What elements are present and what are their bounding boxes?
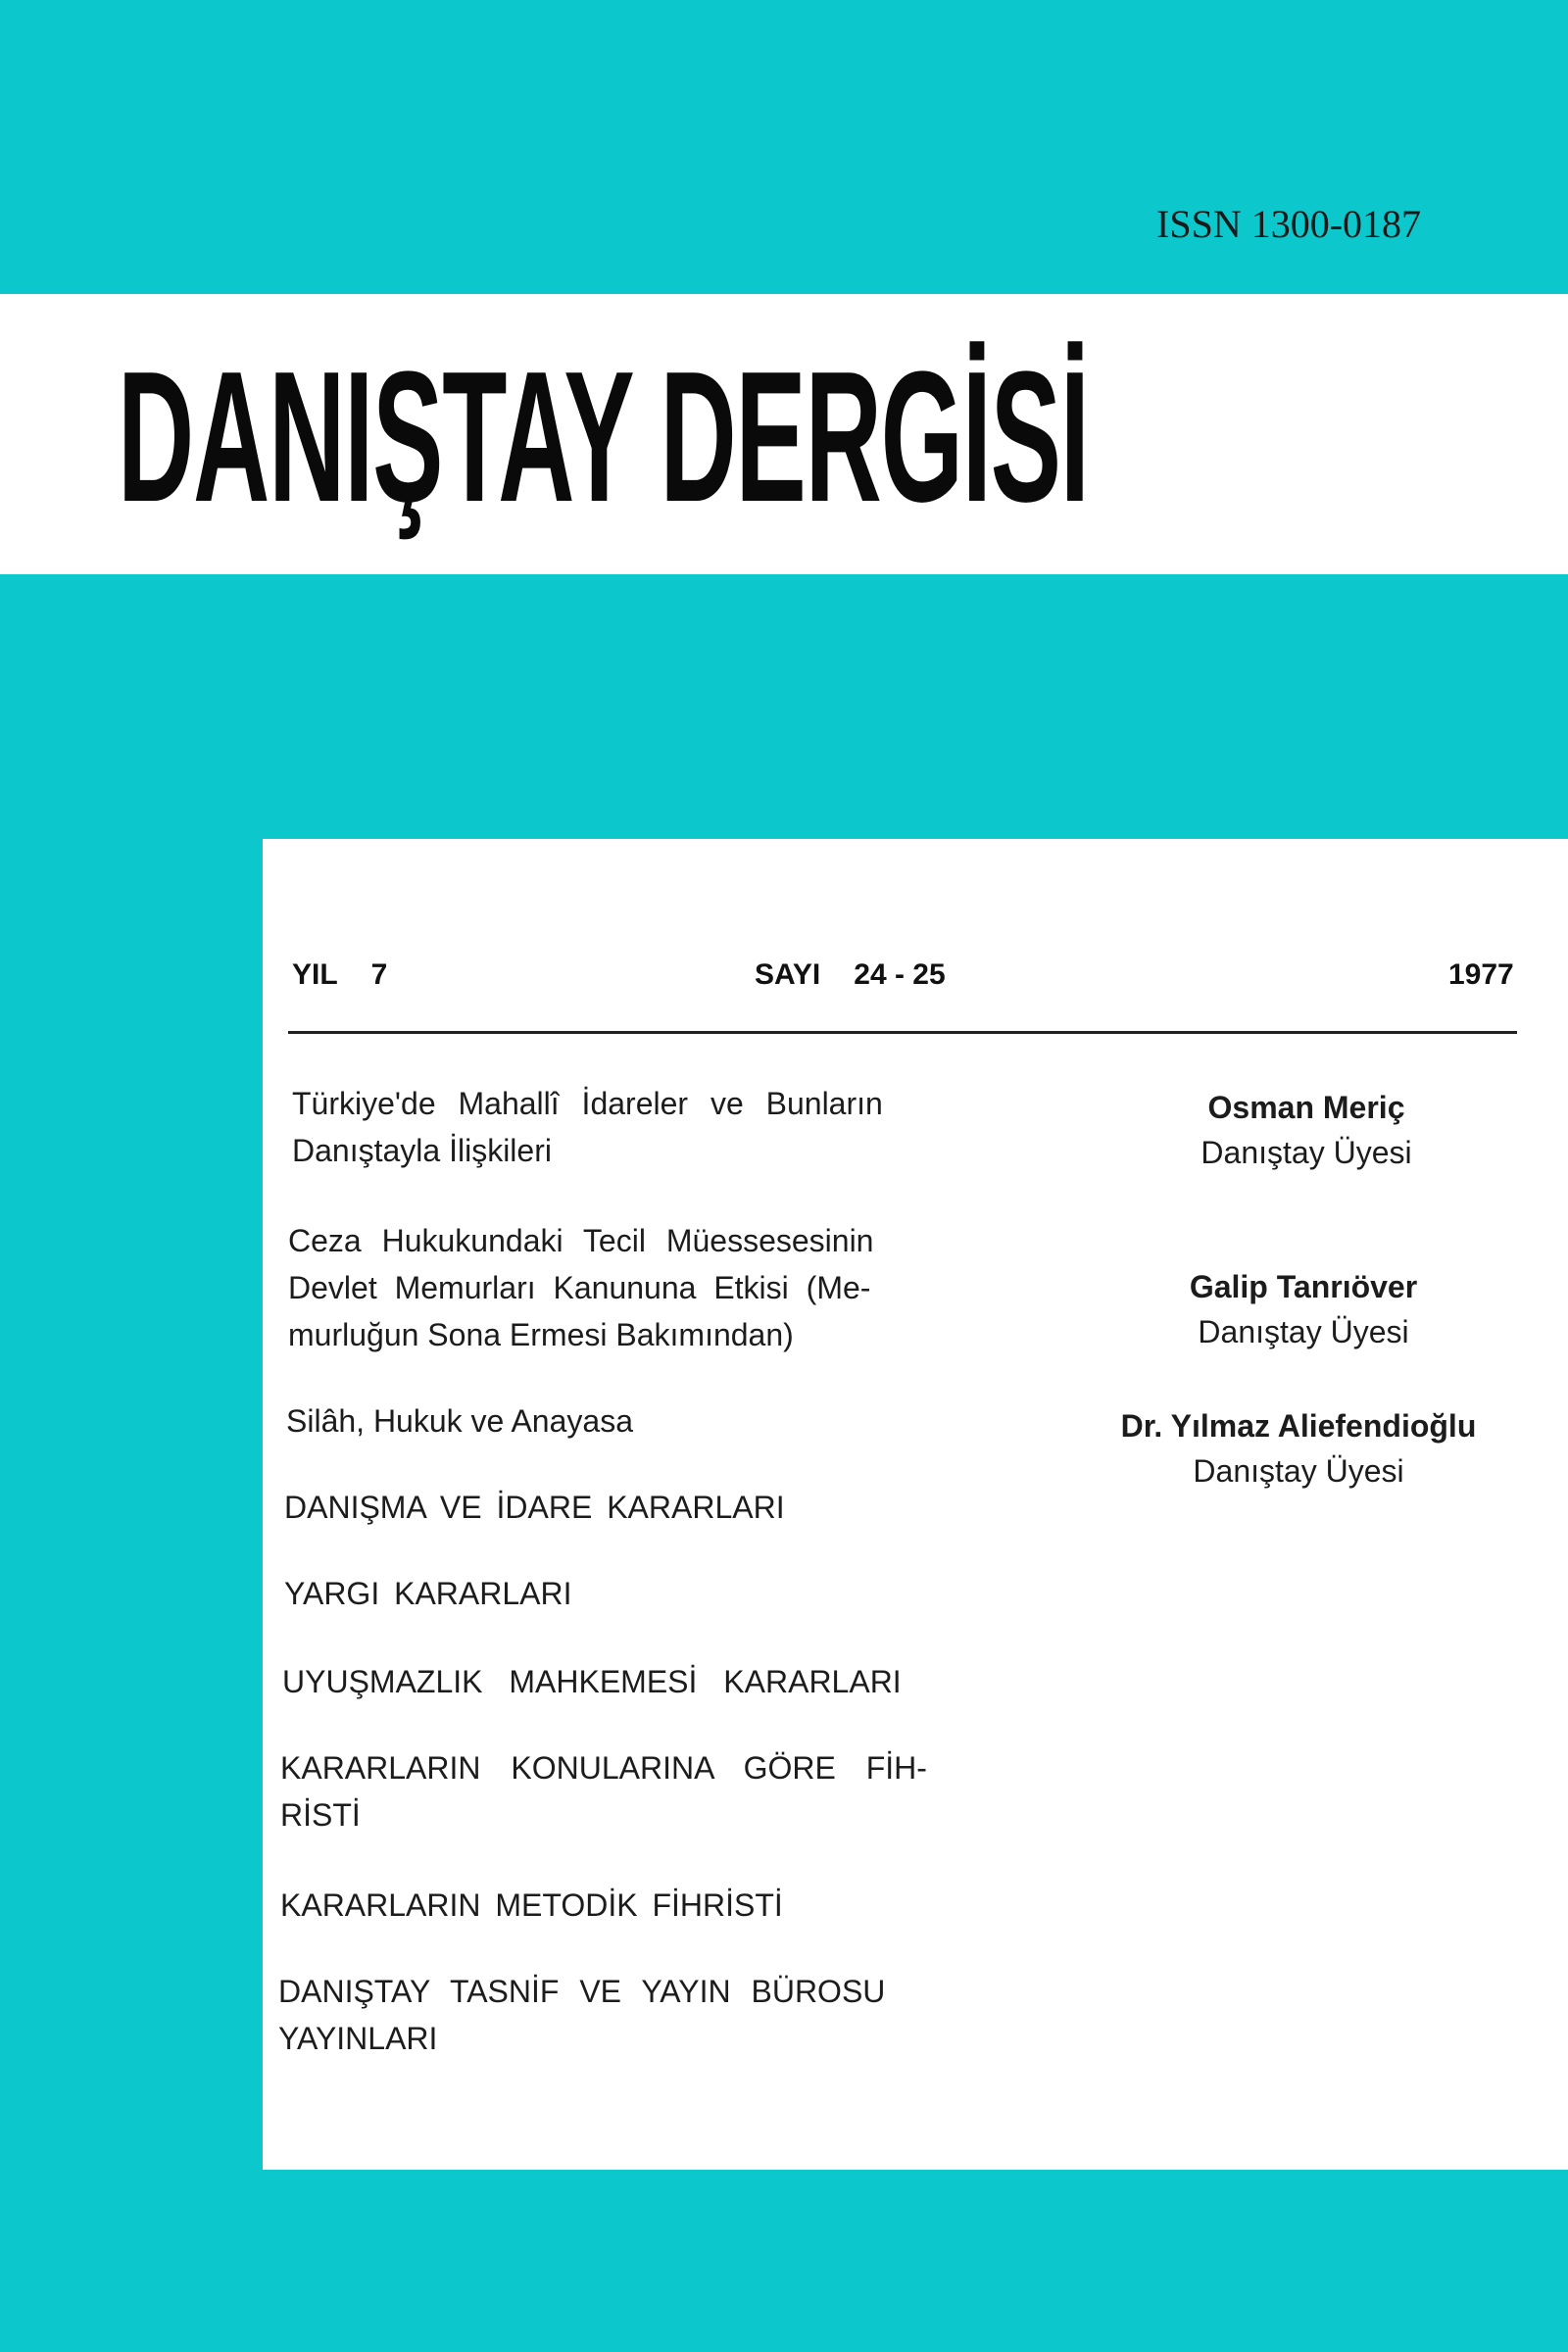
article-author <box>1063 1403 1534 1494</box>
article-title-line: Türkiye'de Mahallî İdareler ve Bunların <box>292 1086 883 1121</box>
issue-label: SAYI <box>755 958 821 991</box>
article-title-line: Silâh, Hukuk ve Anayasa <box>286 1403 633 1439</box>
article-title <box>292 1080 883 1174</box>
section-heading <box>284 1570 571 1617</box>
section-heading-line: DANIŞMA VE İDARE KARARLARI <box>284 1490 785 1525</box>
section-heading-line: YAYINLARI <box>278 2021 438 2056</box>
section-heading-line: YARGI KARARLARI <box>284 1576 572 1611</box>
issue-number: 24 - 25 <box>854 958 946 991</box>
author-name: Galip Tanrıöver <box>1189 1269 1418 1304</box>
article-title-line: Ceza Hukukundaki Tecil Müessesesinin <box>288 1223 874 1258</box>
article-title-line: Danıştayla İlişkileri <box>292 1133 552 1168</box>
author-name: Dr. Yılmaz Aliefendioğlu <box>1120 1408 1477 1444</box>
section-heading-line: UYUŞMAZLIK MAHKEMESİ KARARLARI <box>282 1664 902 1699</box>
author-name: Osman Meriç <box>1207 1090 1405 1125</box>
article-title <box>286 1397 633 1445</box>
issn-number: ISSN 1300-0187 <box>1156 202 1422 246</box>
section-heading <box>284 1484 785 1531</box>
section-heading <box>278 1968 885 2062</box>
section-heading-line: DANIŞTAY TASNİF VE YAYIN BÜROSU <box>278 1974 886 2009</box>
issue-info <box>755 958 946 992</box>
journal-title: DANIŞTAY DERGİSİ <box>118 333 1089 541</box>
year-number: 7 <box>370 958 388 991</box>
section-heading <box>280 1882 783 1929</box>
article-title-line: murluğun Sona Ermesi Bakımından) <box>288 1317 794 1352</box>
author-role: Danıştay Üyesi <box>1198 1314 1409 1349</box>
publication-year: 1977 <box>1448 958 1514 991</box>
article-title-line: Devlet Memurları Kanununa Etkisi (Me- <box>288 1270 871 1305</box>
header-divider <box>288 1031 1517 1034</box>
article-title <box>288 1217 873 1358</box>
section-heading <box>282 1658 902 1705</box>
article-author <box>1156 1085 1456 1175</box>
section-heading <box>280 1744 927 1838</box>
year-label: YIL <box>292 958 338 991</box>
author-role: Danıştay Üyesi <box>1200 1135 1412 1170</box>
section-heading-line: RİSTİ <box>280 1797 361 1833</box>
article-author <box>1147 1264 1460 1354</box>
volume-year <box>292 958 387 992</box>
section-heading-line: KARARLARIN KONULARINA GÖRE FİH- <box>280 1750 927 1786</box>
section-heading-line: KARARLARIN METODİK FİHRİSTİ <box>280 1887 783 1923</box>
author-role: Danıştay Üyesi <box>1193 1453 1404 1489</box>
